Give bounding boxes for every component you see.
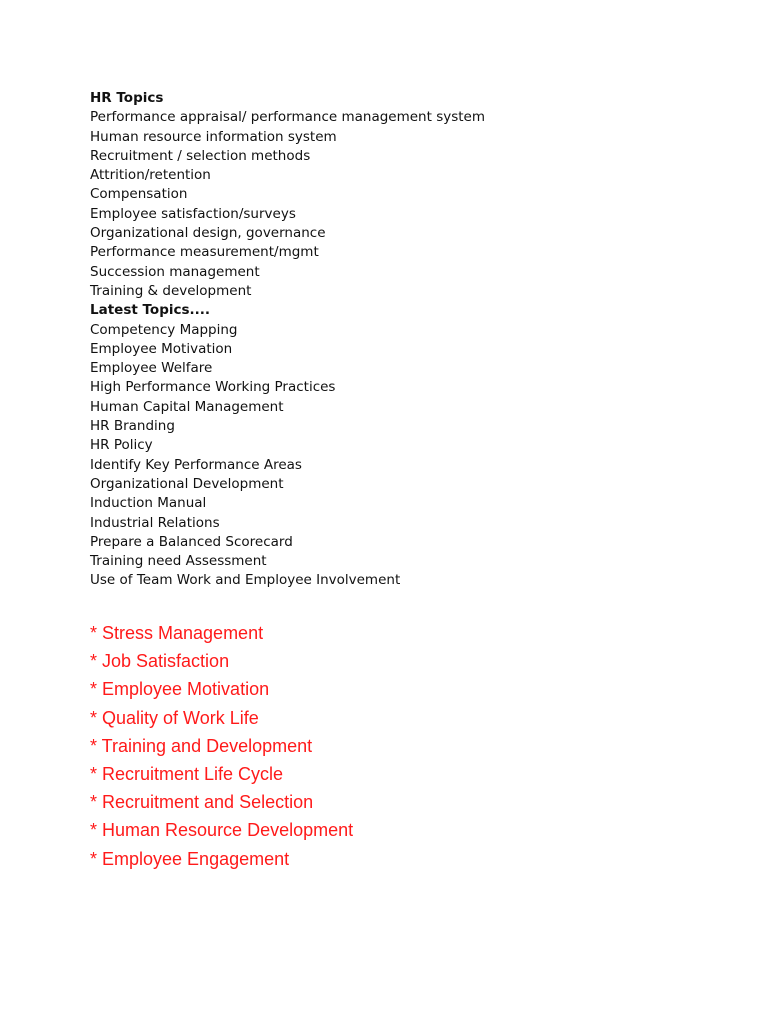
highlighted-topic-item: * Training and Development bbox=[90, 735, 313, 756]
latest-topic-item: HR Branding bbox=[90, 418, 175, 435]
highlighted-topics-list bbox=[90, 619, 353, 873]
latest-topic-item: Organizational Development bbox=[90, 475, 284, 492]
latest-topic-item: Employee Welfare bbox=[90, 360, 213, 377]
latest-topic-item: High Performance Working Practices bbox=[90, 379, 336, 396]
hr-topic-item: Employee satisfaction/surveys bbox=[90, 205, 296, 222]
hr-topic-item: Compensation bbox=[90, 186, 188, 203]
highlighted-topic-item: * Job Satisfaction bbox=[90, 651, 230, 672]
hr-topic-item: Recruitment / selection methods bbox=[90, 147, 311, 164]
hr-topic-item: Performance appraisal/ performance management system bbox=[90, 109, 486, 126]
topics-list bbox=[90, 89, 485, 591]
highlighted-topic-item: * Recruitment Life Cycle bbox=[90, 764, 284, 785]
latest-topic-item: Human Capital Management bbox=[90, 398, 284, 415]
latest-topic-item: Induction Manual bbox=[90, 495, 207, 512]
latest-topic-item: Employee Motivation bbox=[90, 340, 233, 357]
hr-topic-item: Attrition/retention bbox=[90, 167, 211, 184]
hr-topic-item: Performance measurement/mgmt bbox=[90, 244, 319, 261]
latest-topic-item: HR Policy bbox=[90, 437, 153, 454]
latest-topic-item: Training need Assessment bbox=[90, 553, 267, 570]
latest-topic-item: Competency Mapping bbox=[90, 321, 238, 338]
hr-topic-item: Human resource information system bbox=[90, 128, 337, 145]
highlighted-topic-item: * Recruitment and Selection bbox=[90, 792, 314, 813]
highlighted-topic-item: * Quality of Work Life bbox=[90, 707, 259, 728]
latest-topic-item: Use of Team Work and Employee Involvement bbox=[90, 572, 401, 589]
latest-topic-item: Industrial Relations bbox=[90, 514, 220, 531]
highlighted-topic-item: * Stress Management bbox=[90, 623, 264, 643]
latest-topic-item: Prepare a Balanced Scorecard bbox=[90, 533, 293, 550]
highlighted-topic-item: * Employee Engagement bbox=[90, 848, 290, 869]
latest-topic-item: Identify Key Performance Areas bbox=[90, 456, 302, 473]
hr-topic-item: Training & development bbox=[90, 282, 252, 299]
highlighted-topic-item: * Employee Motivation bbox=[90, 679, 270, 700]
hr-topic-item: Succession management bbox=[90, 263, 260, 280]
hr-topic-item: Organizational design, governance bbox=[90, 225, 326, 242]
highlighted-topic-item: * Human Resource Development bbox=[90, 820, 354, 841]
latest-topics-heading: Latest Topics.... bbox=[90, 302, 211, 319]
hr-topics-heading: HR Topics bbox=[90, 90, 164, 106]
